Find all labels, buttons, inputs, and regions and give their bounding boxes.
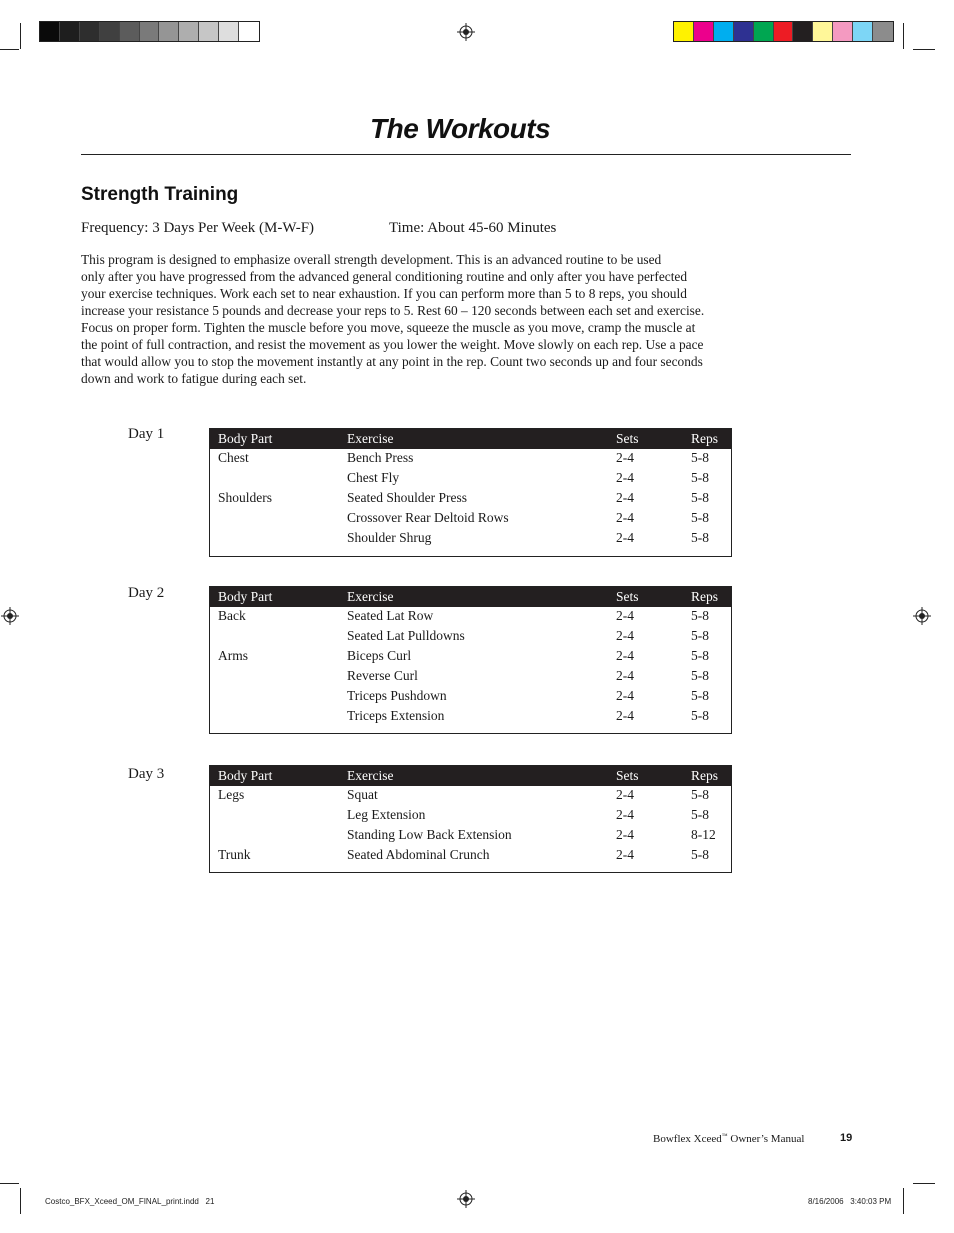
crop-mark [20, 1188, 21, 1214]
registration-target-icon [457, 23, 475, 41]
color-swatch [873, 22, 893, 41]
intro-paragraph [81, 251, 811, 387]
day-label: Day 2 [128, 585, 165, 601]
cell-reps: 5-8 [691, 648, 709, 663]
cell-reps: 5-8 [691, 847, 709, 862]
header-exercise: Exercise [347, 768, 394, 783]
cell-exercise: Seated Shoulder Press [347, 490, 467, 505]
table-header [210, 429, 731, 449]
color-swatch [793, 22, 813, 41]
cell-sets: 2-4 [616, 628, 634, 643]
cell-sets: 2-4 [616, 787, 634, 802]
table-row [210, 529, 731, 549]
workout-table-day-1 [209, 428, 732, 557]
color-swatch [120, 22, 140, 41]
cell-reps: 5-8 [691, 688, 709, 703]
cell-exercise: Reverse Curl [347, 668, 418, 683]
crop-mark [903, 1188, 904, 1214]
cell-sets: 2-4 [616, 688, 634, 703]
table-row [210, 707, 731, 727]
header-sets: Sets [616, 768, 639, 783]
crop-mark [913, 49, 935, 50]
cell-sets: 2-4 [616, 668, 634, 683]
intro-line: Focus on proper form. Tighten the muscle before you move, squeeze the muscle as you move, cramp the muscle at [81, 320, 696, 335]
table-row [210, 469, 731, 489]
cell-body-part: Chest [218, 450, 249, 465]
color-swatch [674, 22, 694, 41]
color-swatch [179, 22, 199, 41]
header-body-part: Body Part [218, 431, 273, 446]
table-row [210, 627, 731, 647]
cell-reps: 5-8 [691, 530, 709, 545]
table-row [210, 489, 731, 509]
color-swatch [853, 22, 873, 41]
intro-line: This program is designed to emphasize overall strength development. This is an advanced routine to be used [81, 252, 662, 267]
frequency-text: Frequency: 3 Days Per Week (M-W-F) [81, 220, 315, 236]
cell-body-part: Legs [218, 787, 245, 802]
cell-reps: 5-8 [691, 470, 709, 485]
crop-mark [0, 49, 19, 50]
color-swatch [40, 22, 60, 41]
intro-line: down and work to fatigue during each set. [81, 371, 307, 386]
intro-line: that would allow you to stop the movement instantly at any point in the rep. Count two seconds up and four seconds [81, 354, 703, 369]
color-swatch [60, 22, 80, 41]
slug-file-name: Costco_BFX_Xceed_OM_FINAL_print.indd 21 [45, 1197, 215, 1206]
cell-sets: 2-4 [616, 608, 634, 623]
cell-reps: 5-8 [691, 628, 709, 643]
color-swatch [714, 22, 734, 41]
workout-table-day-3 [209, 765, 732, 873]
cell-exercise: Biceps Curl [347, 648, 412, 663]
page-title: The Workouts [370, 113, 551, 144]
cell-sets: 2-4 [616, 847, 634, 862]
color-swatch [774, 22, 794, 41]
color-swatch [140, 22, 160, 41]
cell-sets: 2-4 [616, 807, 634, 822]
table-row [210, 806, 731, 826]
color-swatch [159, 22, 179, 41]
cell-exercise: Standing Low Back Extension [347, 827, 512, 842]
color-swatch [734, 22, 754, 41]
table-header [210, 766, 731, 786]
section-heading: Strength Training [81, 184, 239, 205]
cell-reps: 5-8 [691, 807, 709, 822]
cell-reps: 5-8 [691, 787, 709, 802]
cell-body-part: Back [218, 608, 246, 623]
table-row [210, 846, 731, 866]
cell-reps: 5-8 [691, 490, 709, 505]
color-swatch [239, 22, 259, 41]
header-body-part: Body Part [218, 589, 273, 604]
title-divider [81, 154, 851, 155]
color-swatch [813, 22, 833, 41]
slug-timestamp: 8/16/2006 3:40:03 PM [808, 1197, 892, 1206]
grayscale-color-bar [39, 21, 260, 42]
cell-exercise: Shoulder Shrug [347, 530, 432, 545]
crop-mark [903, 23, 904, 49]
cell-exercise: Seated Lat Row [347, 608, 434, 623]
cell-exercise: Bench Press [347, 450, 414, 465]
table-row [210, 607, 731, 627]
header-sets: Sets [616, 589, 639, 604]
header-exercise: Exercise [347, 431, 394, 446]
table-row [210, 509, 731, 529]
cell-exercise: Seated Lat Pulldowns [347, 628, 465, 643]
cell-exercise: Chest Fly [347, 470, 400, 485]
cell-sets: 2-4 [616, 490, 634, 505]
cell-exercise: Squat [347, 787, 378, 802]
cell-reps: 5-8 [691, 510, 709, 525]
header-reps: Reps [691, 589, 718, 604]
workout-table-day-2 [209, 586, 732, 734]
header-reps: Reps [691, 768, 718, 783]
header-body-part: Body Part [218, 768, 273, 783]
header-sets: Sets [616, 431, 639, 446]
cell-exercise: Triceps Pushdown [347, 688, 447, 703]
table-row [210, 687, 731, 707]
cell-sets: 2-4 [616, 648, 634, 663]
color-swatch [219, 22, 239, 41]
registration-target-icon [1, 607, 19, 625]
time-text: Time: About 45-60 Minutes [389, 220, 557, 236]
cell-exercise: Crossover Rear Deltoid Rows [347, 510, 509, 525]
cell-reps: 5-8 [691, 668, 709, 683]
page-number: 19 [840, 1132, 853, 1144]
intro-line: your exercise techniques. Work each set to near exhaustion. If you can perform more than 5 to 8 reps, you should [81, 286, 687, 301]
color-swatch [100, 22, 120, 41]
crop-mark [20, 23, 21, 49]
trademark-symbol: ™ [721, 1133, 728, 1140]
color-swatch [833, 22, 853, 41]
cell-body-part: Arms [218, 648, 248, 663]
cell-sets: 2-4 [616, 450, 634, 465]
registration-target-icon [457, 1190, 475, 1208]
table-header [210, 587, 731, 607]
registration-target-icon [913, 607, 931, 625]
color-swatch [694, 22, 714, 41]
cell-sets: 2-4 [616, 470, 634, 485]
table-row [210, 647, 731, 667]
intro-line: increase your resistance 5 pounds and decrease your reps to 5. Rest 60 – 120 seconds between each set and exercise. [81, 303, 705, 318]
process-color-bar [673, 21, 894, 42]
cell-sets: 2-4 [616, 510, 634, 525]
crop-mark [0, 1183, 19, 1184]
manual-suffix: Owner’s Manual [727, 1133, 805, 1145]
color-swatch [754, 22, 774, 41]
cell-exercise: Seated Abdominal Crunch [347, 847, 490, 862]
table-row [210, 826, 731, 846]
day-label: Day 1 [128, 426, 165, 442]
cell-body-part: Shoulders [218, 490, 272, 505]
cell-reps: 8-12 [691, 827, 716, 842]
cell-exercise: Triceps Extension [347, 708, 445, 723]
intro-line: only after you have progressed from the advanced general conditioning routine and only after you have perfected [81, 269, 688, 284]
header-reps: Reps [691, 431, 718, 446]
table-row [210, 786, 731, 806]
intro-line: the point of full contraction, and resist the movement as you lower the weight. Move slowly on each rep. Use a pace [81, 337, 704, 352]
manual-name: Bowflex Xceed [653, 1133, 722, 1145]
footer-manual-title [653, 1133, 804, 1145]
cell-exercise: Leg Extension [347, 807, 426, 822]
cell-reps: 5-8 [691, 708, 709, 723]
cell-reps: 5-8 [691, 450, 709, 465]
day-label: Day 3 [128, 766, 165, 782]
table-row [210, 667, 731, 687]
cell-sets: 2-4 [616, 708, 634, 723]
header-exercise: Exercise [347, 589, 394, 604]
cell-body-part: Trunk [218, 847, 251, 862]
color-swatch [199, 22, 219, 41]
color-swatch [80, 22, 100, 41]
cell-sets: 2-4 [616, 530, 634, 545]
table-row [210, 449, 731, 469]
crop-mark [913, 1183, 935, 1184]
cell-reps: 5-8 [691, 608, 709, 623]
cell-sets: 2-4 [616, 827, 634, 842]
